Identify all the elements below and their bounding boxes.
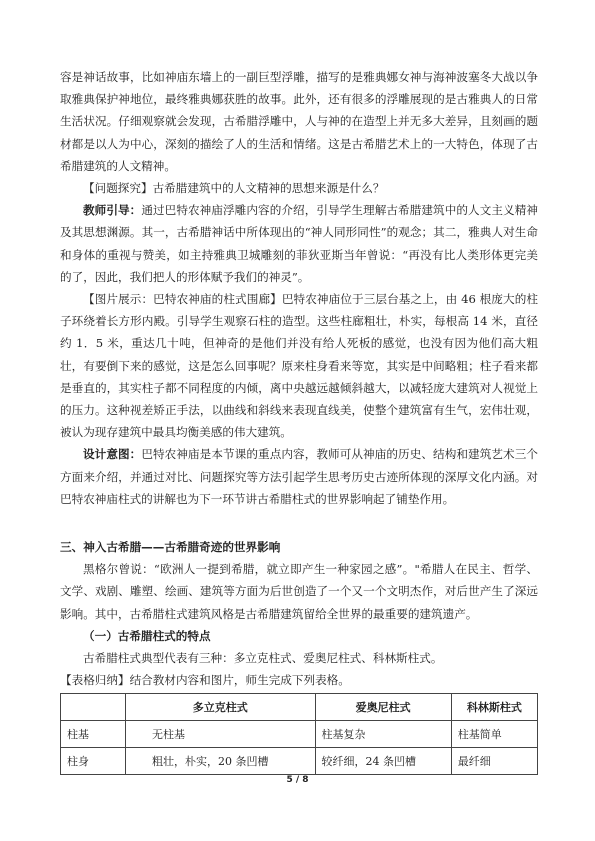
- paragraph-picture-display: 【图片展示：巴特农神庙的柱式围廊】巴特农神庙位于三层台基之上，由 46 根庞大的柱子环绕着长方形内殿。引导学生观察石柱的造型。这些柱廊粗壮，朴实，每根高 14 米，直径约 1．5 米，重达几十吨，但神奇的是他们并没有给人死板的感觉，也没有因为他们高大粗壮，有要倒下来的感觉，这是怎么回事呢？原来柱身看来等宽，其实是中间略粗；柱子看来都是垂直的，其实柱子都不同程度的内倾，离中央越远越倾斜越大，以减轻庞大建筑对人视觉上的压力。这种视差矫正手法，以曲线和斜线来表现直线美，使整个建筑富有生气，宏伟壮观，被认为现存建筑中最具均衡美感的伟大建筑。: [60, 292, 538, 440]
- section-gap: [60, 510, 538, 536]
- paragraph-design-intent: [60, 443, 538, 510]
- table-cell: 较纤细，24 条凹槽: [315, 748, 451, 775]
- table-header-cell: 爱奥尼柱式: [315, 694, 451, 721]
- table-header-cell: 多立克柱式: [126, 694, 316, 721]
- paragraph-table-intro: 【表格归纳】结合教材内容和图片，师生完成下列表格。: [60, 673, 350, 688]
- teacher-guide-text: 通过巴特农神庙浮雕内容的介绍，引导学生理解古希腊建筑中的人文主义精神及其思想渊源。其一，古希腊神话中所体现出的“神人同形同性”的观念；其二，雅典人对生命和身体的重视与赞美，如主持雅典卫城雕刻的菲狄亚斯当年曾说：“再没有比人类形体更完美的了，因此，我们把人的形体赋予我们的神灵”。: [60, 203, 538, 284]
- table-row: [61, 721, 538, 748]
- table-row: [61, 748, 538, 775]
- table-cell: 柱基复杂: [315, 721, 451, 748]
- paragraph-relief-description: 容是神话故事，比如神庙东墙上的一副巨型浮雕，描写的是雅典娜女神与海神波塞冬大战以争取雅典保护神地位，最终雅典娜获胜的故事。此外，还有很多的浮雕展现的是古雅典人的日常生活状况。仔细观察就会发现，古希腊浮雕中，人与神的在造型上并无多大差异，且刻画的题材都是以人为中心，深刻的描绘了人的生活和情绪。这是古希腊艺术上的一大特色，体现了古希腊建筑的人文精神。: [60, 70, 538, 173]
- design-intent-label: 设计意图：: [83, 447, 142, 462]
- table-header-cell: 科林斯柱式: [451, 694, 537, 721]
- column-comparison-table: [60, 693, 538, 775]
- paragraph-hegel-quote: 黑格尔曾说：“欧洲人一提到希腊，就立即产生一种家园之感”。"希腊人在民主、哲学、文学、戏剧、雕塑、绘画、建筑等方面为后世创造了一个又一个文明杰作，对后世产生了深远影响。其中，古希腊柱式建筑风格是古希腊建筑留给全世界的最重要的建筑遗产。: [60, 562, 538, 621]
- teacher-guide-label: 教师引导：: [83, 203, 142, 218]
- table-cell: 柱基简单: [451, 721, 537, 748]
- table-header-cell: [61, 694, 126, 721]
- page-content: [60, 66, 538, 775]
- design-intent-text: 巴特农神庙是本节课的重点内容，教师可从神庙的历史、结构和建筑艺术三个方面来介绍，并通过对比、问题探究等方法引起学生思考历史古迹所体现的深厚文化内涵。对巴特农神庙柱式的讲解也为下一环节讲古希腊柱式的世界影响起了铺垫作用。: [60, 447, 538, 506]
- table-row-label: 柱身: [61, 748, 126, 775]
- table-cell: 最纤细: [451, 748, 537, 775]
- paragraph-column-types: 古希腊柱式典型代表有三种：多立克柱式、爱奥尼柱式、科林斯柱式。: [83, 651, 443, 666]
- page-number: 5 / 8: [286, 775, 309, 785]
- paragraph-question: 【问题探究】古希腊建筑中的人文精神的思想来源是什么？: [83, 181, 385, 196]
- table-cell: 无柱基: [126, 721, 316, 748]
- table-header-row: [61, 694, 538, 721]
- section-heading: 三、神入古希腊——古希腊奇迹的世界影响: [60, 540, 281, 555]
- subsection-heading: （一）古希腊柱式的特点: [83, 628, 211, 643]
- table-cell: 粗壮，朴实，20 条凹槽: [126, 748, 316, 775]
- table-row-label: 柱基: [61, 721, 126, 748]
- paragraph-teacher-guide: [60, 199, 538, 288]
